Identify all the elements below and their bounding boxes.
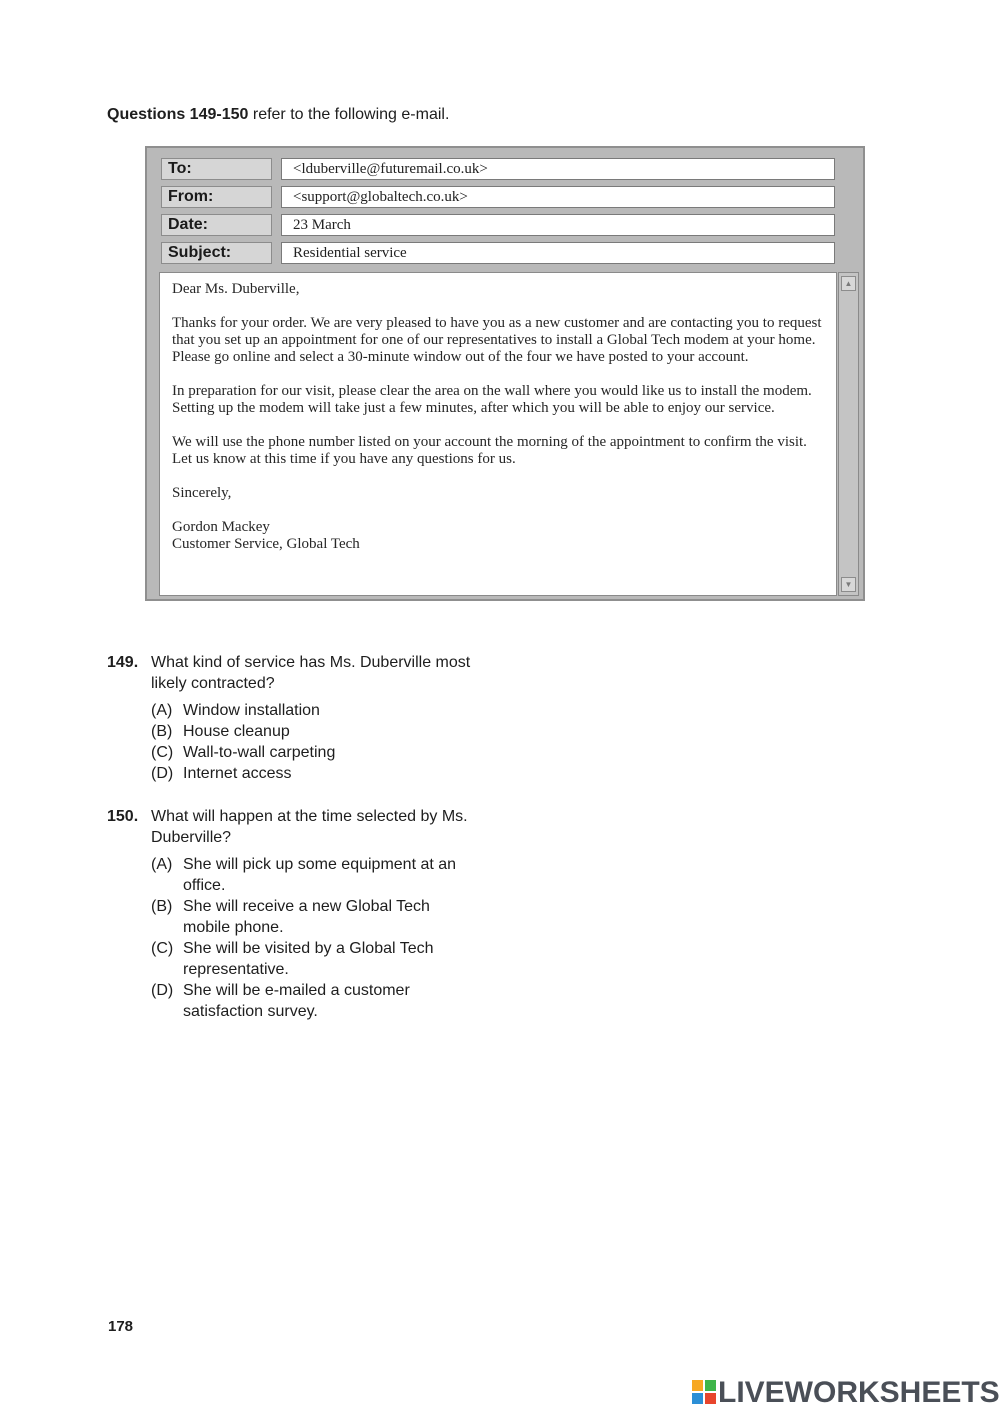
option-b[interactable] xyxy=(151,721,511,742)
option-c[interactable] xyxy=(151,938,461,980)
email-paragraph-1: Thanks for your order. We are very pleased to have you as a new customer and are contacting you to request that you set up an appointment for one of our representatives to install a Global Tech modem at your home. Please go online and select a 30-minute window out of the four we have posted to your account. xyxy=(172,315,822,365)
liveworksheets-logo-icon xyxy=(692,1380,716,1404)
answer-options xyxy=(151,854,461,1022)
email-body xyxy=(159,272,837,596)
answer-options xyxy=(151,700,511,784)
email-closing: Sincerely, xyxy=(172,485,232,501)
question-150 xyxy=(107,806,507,1026)
instructions xyxy=(107,106,449,124)
scroll-down-icon[interactable]: ▼ xyxy=(841,577,856,592)
email-paragraph-2: In preparation for our visit, please clear the area on the wall where you would like us to install the modem. Setting up the modem will take just a few minutes, after which you will be able to enjoy our service. xyxy=(172,383,812,416)
from-field: <support@globaltech.co.uk> xyxy=(281,186,835,208)
option-a[interactable] xyxy=(151,700,511,721)
option-text: She will be e-mailed a customer satisfaction survey. xyxy=(183,982,410,1020)
option-letter: (D) xyxy=(151,982,174,999)
option-letter: (A) xyxy=(151,702,173,719)
date-label: Date: xyxy=(161,214,272,236)
option-d[interactable] xyxy=(151,763,511,784)
email-window xyxy=(145,146,865,601)
email-scrollbar[interactable] xyxy=(838,272,859,596)
subject-label: Subject: xyxy=(161,242,272,264)
option-letter: (C) xyxy=(151,940,174,957)
question-text: What will happen at the time selected by Ms. Duberville? xyxy=(151,808,468,846)
date-field: 23 March xyxy=(281,214,835,236)
option-text: Wall-to-wall carpeting xyxy=(183,744,336,761)
option-letter: (B) xyxy=(151,723,173,740)
email-greeting: Dear Ms. Duberville, xyxy=(172,281,300,297)
option-text: Internet access xyxy=(183,765,292,782)
liveworksheets-wordmark: LIVEWORKSHEETS xyxy=(718,1376,1000,1409)
option-text: Window installation xyxy=(183,702,320,719)
question-number: 150. xyxy=(107,808,139,825)
email-paragraph-3: We will use the phone number listed on your account the morning of the appointment to confirm the visit. Let us know at this time if you have any questions for us. xyxy=(172,434,807,467)
to-label: To: xyxy=(161,158,272,180)
question-text: What kind of service has Ms. Duberville most likely contracted? xyxy=(151,654,471,692)
option-letter: (C) xyxy=(151,744,174,761)
option-text: She will receive a new Global Tech mobile phone. xyxy=(183,898,430,936)
instructions-text: refer to the following e-mail. xyxy=(252,106,450,123)
option-text: She will pick up some equipment at an office. xyxy=(183,856,457,894)
page-number: 178 xyxy=(108,1318,134,1335)
option-b[interactable] xyxy=(151,896,461,938)
option-a[interactable] xyxy=(151,854,461,896)
from-label: From: xyxy=(161,186,272,208)
option-text: House cleanup xyxy=(183,723,290,740)
instructions-bold: Questions 149-150 xyxy=(107,106,249,123)
option-letter: (A) xyxy=(151,856,173,873)
subject-field: Residential service xyxy=(281,242,835,264)
signature-title: Customer Service, Global Tech xyxy=(172,536,360,552)
signature-name: Gordon Mackey xyxy=(172,519,270,535)
option-d[interactable] xyxy=(151,980,461,1022)
scroll-up-icon[interactable]: ▲ xyxy=(841,276,856,291)
option-letter: (B) xyxy=(151,898,173,915)
question-number: 149. xyxy=(107,654,139,671)
option-text: She will be visited by a Global Tech representative. xyxy=(183,940,434,978)
option-c[interactable] xyxy=(151,742,511,763)
question-149 xyxy=(107,652,507,782)
option-letter: (D) xyxy=(151,765,174,782)
to-field: <lduberville@futuremail.co.uk> xyxy=(281,158,835,180)
